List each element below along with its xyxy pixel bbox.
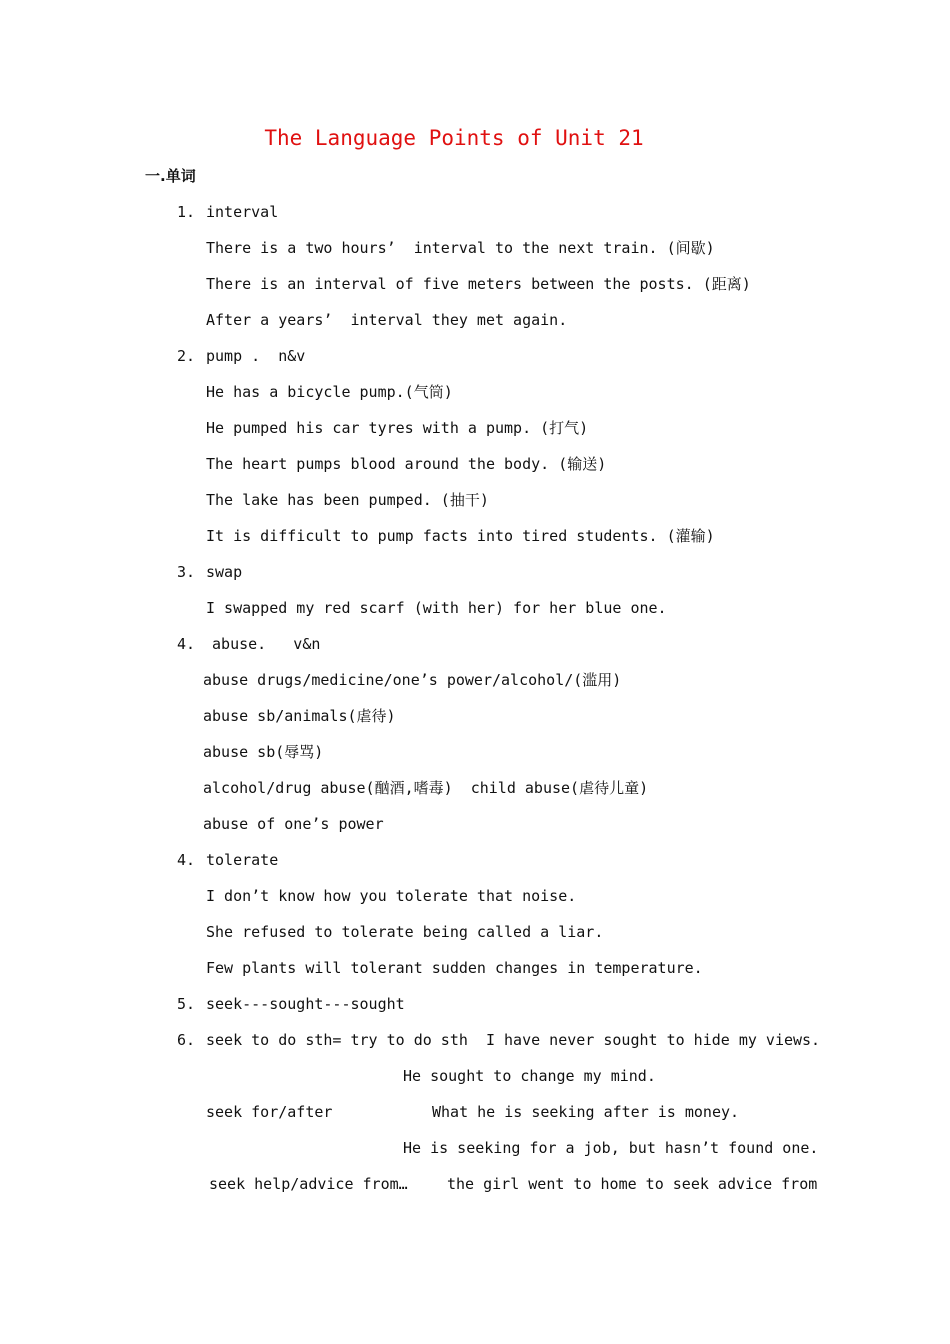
vocab-word: interval [206, 203, 279, 221]
item-number: 5. [177, 995, 196, 1013]
example-phrase: abuse sb/animals(虐待) [203, 707, 396, 725]
example-phrase: seek for/after [206, 1103, 333, 1121]
vocab-word: pump . n&v [206, 347, 306, 365]
example-sentence: He has a bicycle pump.(气筒) [206, 383, 453, 401]
example-phrase: abuse of one’s power [203, 815, 384, 833]
vocab-word: seek---sought---sought [206, 995, 405, 1013]
item-number: 3. [177, 563, 196, 581]
example-sentence: I don’t know how you tolerate that noise. [206, 887, 577, 905]
example-sentence: I swapped my red scarf (with her) for her blue one. [206, 599, 667, 617]
item-number: 4. [177, 851, 196, 869]
item-number: 6. [177, 1031, 196, 1049]
section-heading: 一.单词 [145, 167, 196, 185]
example-phrase: abuse sb(辱骂) [203, 743, 324, 761]
page-title: The Language Points of Unit 21 [264, 126, 644, 150]
example-sentence: He is seeking for a job, but hasn’t found one. [403, 1139, 819, 1157]
example-sentence: It is difficult to pump facts into tired students. (灌输) [206, 527, 715, 545]
example-sentence: The heart pumps blood around the body. (输送) [206, 455, 607, 473]
example-sentence: the girl went to home to seek advice from [447, 1175, 818, 1193]
example-phrase: seek help/advice from… [209, 1175, 408, 1193]
vocab-word: tolerate [206, 851, 279, 869]
item-number: 4. [177, 635, 196, 653]
item-number: 1. [177, 203, 196, 221]
example-sentence: What he is seeking after is money. [432, 1103, 740, 1121]
example-phrase: abuse drugs/medicine/one’s power/alcohol/(滥用) [203, 671, 622, 689]
example-phrase: alcohol/drug abuse(酗酒,嗜毒) child abuse(虐待儿童) [203, 779, 649, 797]
example-sentence: After a years’ interval they met again. [206, 311, 568, 329]
example-sentence: There is a two hours’ interval to the next train. (间歇) [206, 239, 715, 257]
example-sentence: seek to do sth= try to do sth I have never sought to hide my views. [206, 1031, 821, 1049]
vocab-word: swap [206, 563, 243, 581]
example-sentence: She refused to tolerate being called a liar. [206, 923, 604, 941]
example-sentence: Few plants will tolerant sudden changes in temperature. [206, 959, 703, 977]
example-sentence: The lake has been pumped. (抽干) [206, 491, 489, 509]
vocab-word: abuse. v&n [203, 635, 321, 653]
example-sentence: He sought to change my mind. [403, 1067, 656, 1085]
example-sentence: There is an interval of five meters between the posts. (距离) [206, 275, 751, 293]
example-sentence: He pumped his car tyres with a pump. (打气) [206, 419, 589, 437]
item-number: 2. [177, 347, 196, 365]
